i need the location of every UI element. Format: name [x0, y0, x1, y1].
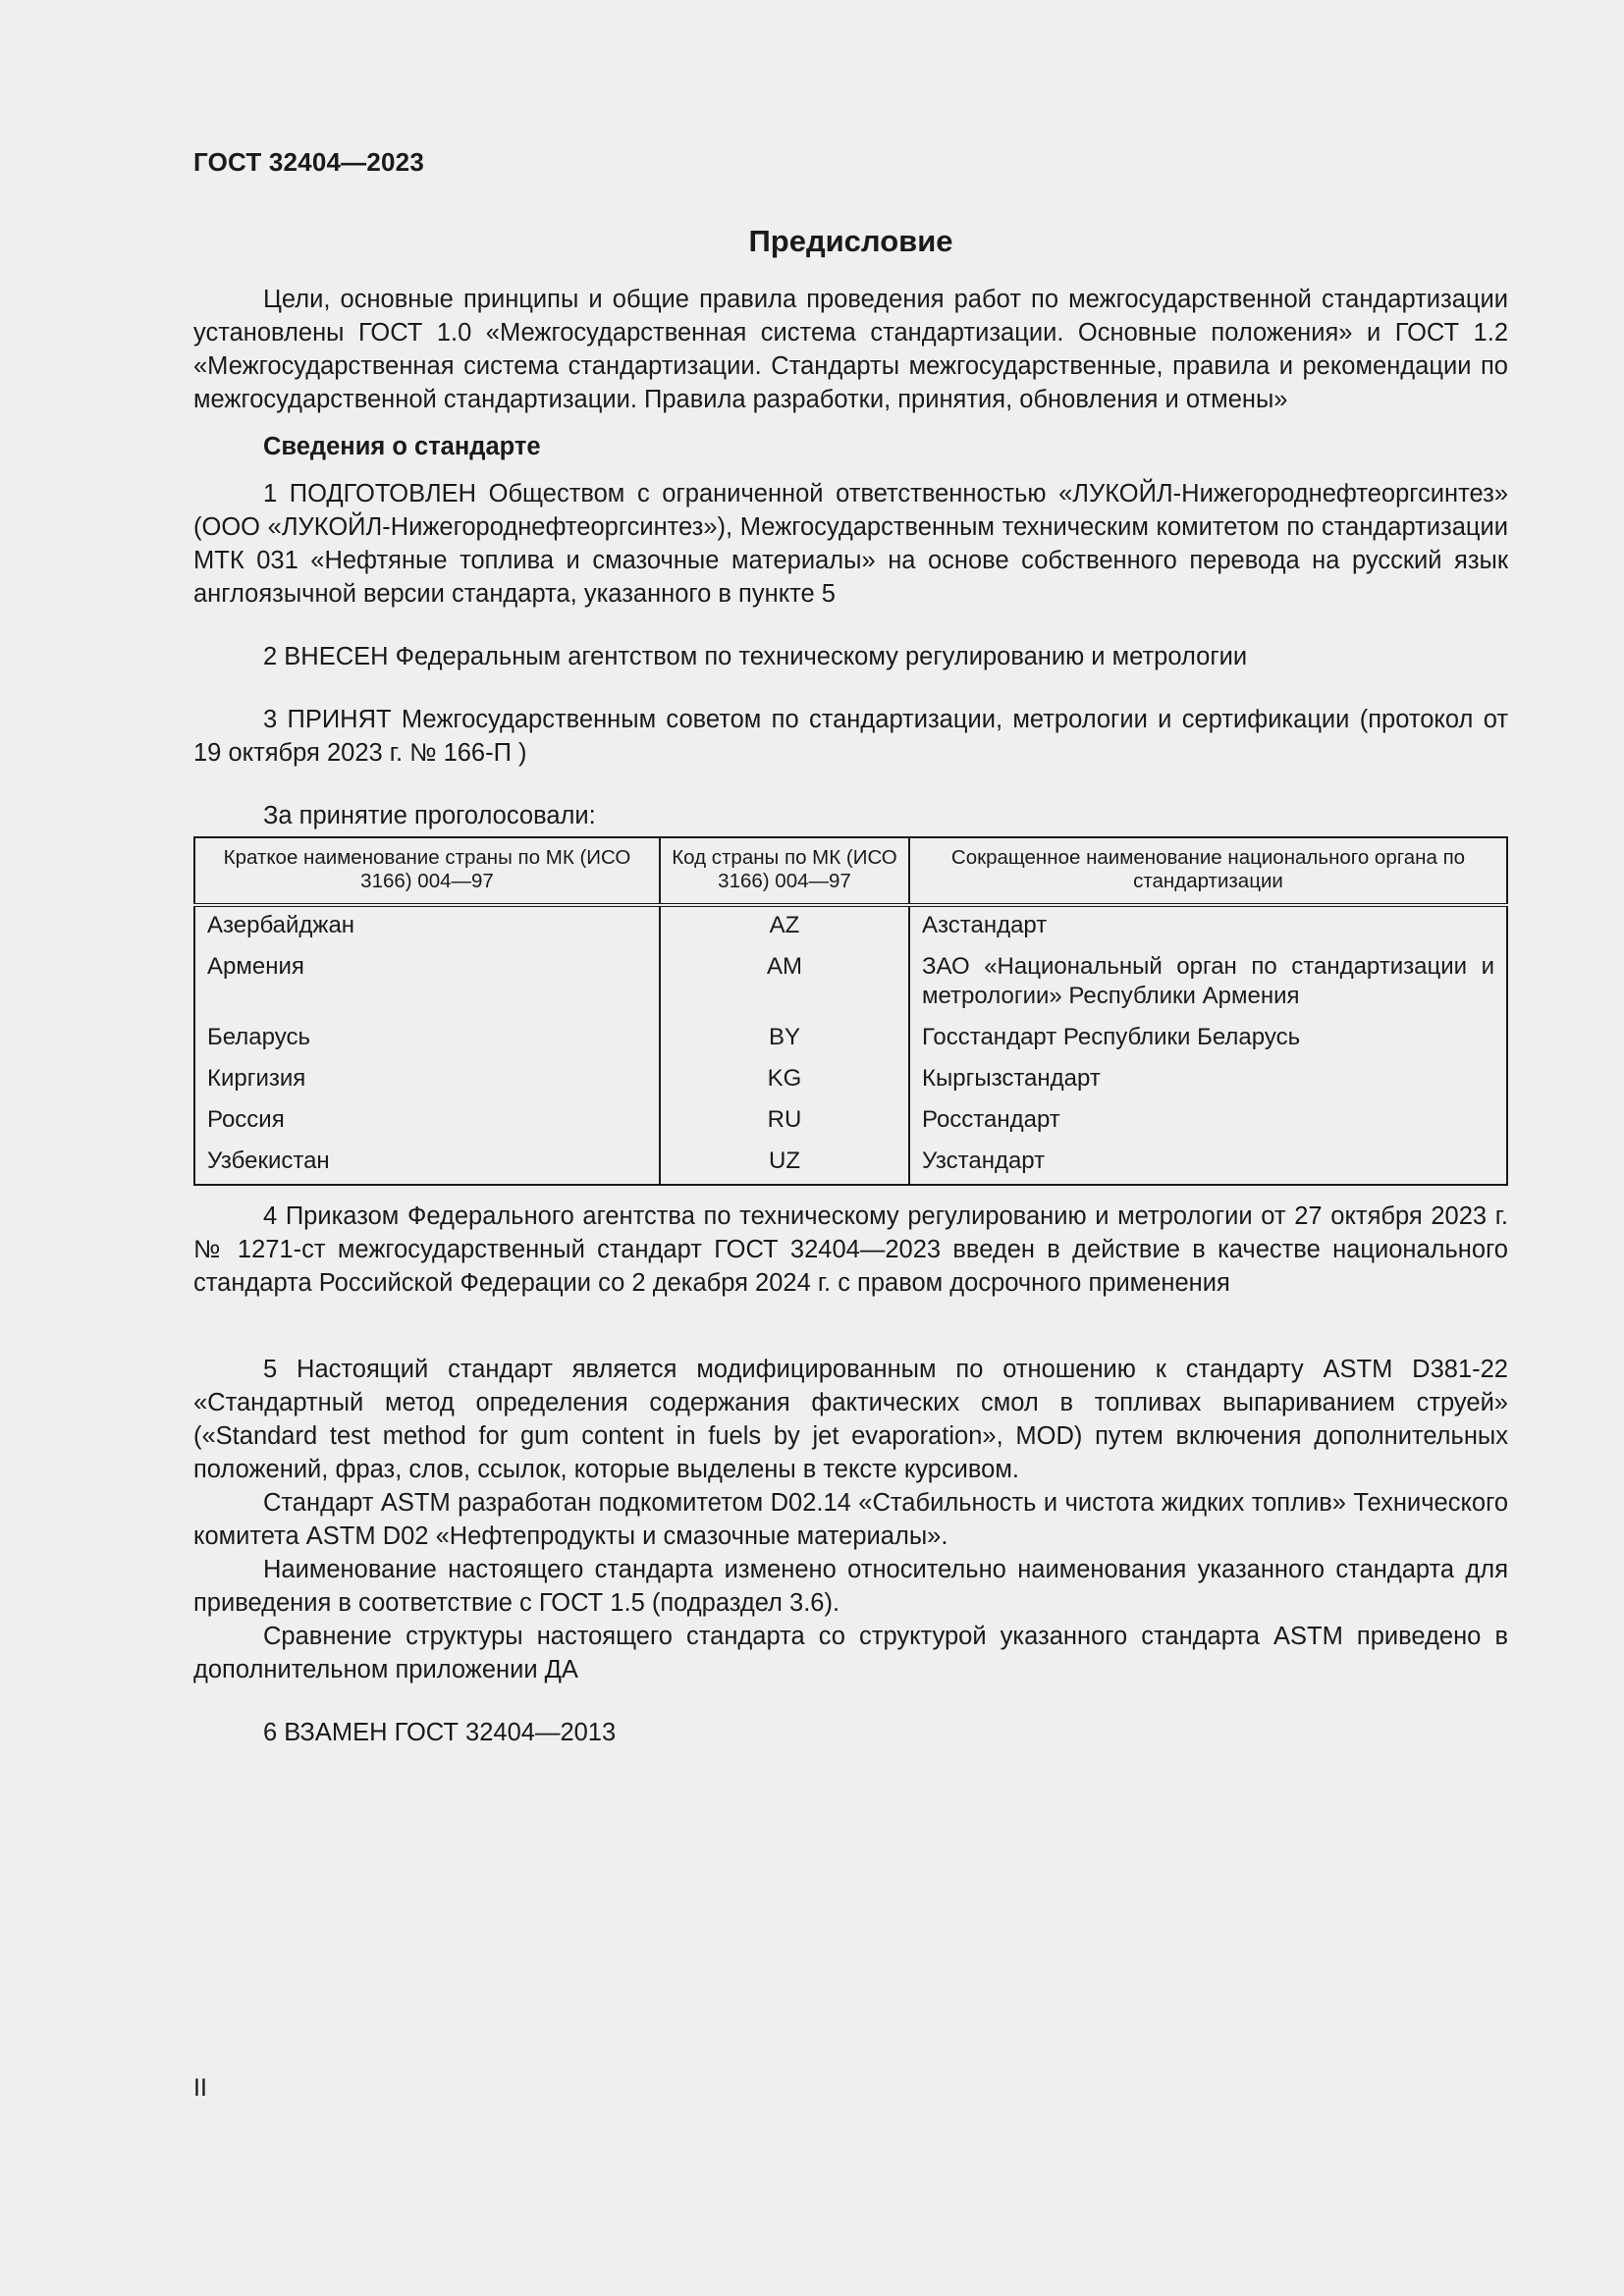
column-header-country: Краткое наименование страны по МК (ИСО 3166) 004—97	[194, 837, 660, 905]
preface-content	[193, 283, 1508, 1749]
code-cell: RU	[660, 1101, 909, 1143]
country-cell: Беларусь	[207, 1024, 310, 1050]
table-row	[194, 1101, 1507, 1143]
table-header-row	[194, 837, 1507, 905]
column-header-code: Код страны по МК (ИСО 3166) 004—97	[660, 837, 909, 905]
vote-caption: За принятие проголосовали:	[263, 802, 596, 829]
code-cell: BY	[660, 1019, 909, 1060]
item-6-paragraph: 6 ВЗАМЕН ГОСТ 32404—2013	[263, 1719, 617, 1746]
column-header-body: Сокращенное наименование национального органа по стандартизации	[909, 837, 1507, 905]
country-cell: Киргизия	[207, 1065, 306, 1092]
body-cell: Кыргызстандарт	[909, 1060, 1507, 1101]
voting-table	[193, 836, 1508, 1186]
code-cell: AM	[660, 948, 909, 1019]
item-5-paragraph-3: Наименование настоящего стандарта изменено относительно наименования указанного стандарта для приведения в соответствие с ГОСТ 1.5 (подраздел 3.6).	[193, 1556, 1508, 1617]
intro-paragraph: Цели, основные принципы и общие правила проведения работ по межгосударственной стандартизации установлены ГОСТ 1.0 «Межгосударственная система стандартизации. Основные положения» и ГОСТ 1.2 «Межгосударственная система стандартизации. Стандарты межгосударственные, правила и рекомендации по межгосударственной стандартизации. Правила разработки, принятия, обновления и отмены»	[193, 286, 1508, 413]
body-cell: Узстандарт	[909, 1143, 1507, 1185]
body-cell: Росстандарт	[909, 1101, 1507, 1143]
country-cell: Россия	[207, 1106, 285, 1133]
country-cell: Узбекистан	[207, 1148, 330, 1174]
code-cell: AZ	[660, 905, 909, 948]
table-row	[194, 948, 1507, 1019]
item-5-paragraph-2: Стандарт ASTM разработан подкомитетом D02.14 «Стабильность и чистота жидких топлив» Технического комитета ASTM D02 «Нефтепродукты и смазочные материалы».	[193, 1489, 1508, 1550]
country-cell: Азербайджан	[207, 912, 355, 938]
standard-code-header: ГОСТ 32404—2023	[193, 147, 424, 177]
table-row	[194, 1060, 1507, 1101]
item-4-paragraph: 4 Приказом Федерального агентства по техническому регулированию и метрологии от 27 октября 2023 г. № 1271-ст межгосударственный стандарт ГОСТ 32404—2023 введен в действие в качестве национального стандарта Российской Федерации со 2 декабря 2024 г. с правом досрочного применения	[193, 1202, 1508, 1297]
table-row	[194, 1143, 1507, 1185]
page-number: II	[193, 2074, 207, 2102]
item-1-paragraph: 1 ПОДГОТОВЛЕН Обществом с ограниченной ответственностью «ЛУКОЙЛ-Нижегороднефтеоргсинтез» (ООО «ЛУКОЙЛ-Нижегороднефтеоргсинтез»), Межгосударственным техническим комитетом по стандартизации МТК 031 «Нефтяные топлива и смазочные материалы» на основе собственного перевода на русский язык англоязычной версии стандарта, указанного в пункте 5	[193, 480, 1508, 608]
item-2-paragraph: 2 ВНЕСЕН Федеральным агентством по техническому регулированию и метрологии	[263, 643, 1248, 670]
code-cell: KG	[660, 1060, 909, 1101]
body-cell: ЗАО «Национальный орган по стандартизации и метрологии» Республики Армения	[909, 948, 1507, 1019]
item-5-paragraph-1: 5 Настоящий стандарт является модифицированным по отношению к стандарту ASTM D381-22 «Стандартный метод определения содержания фактических смол в топливах выпариванием струей» («Standard test method for gum content in fuels by jet evaporation», MOD) путем включения дополнительных положений, фраз, слов, ссылок, которые выделены в тексте курсивом.	[193, 1356, 1508, 1483]
body-cell: Азстандарт	[909, 905, 1507, 948]
body-cell: Госстандарт Республики Беларусь	[909, 1019, 1507, 1060]
info-heading: Сведения о стандарте	[263, 433, 541, 460]
item-3-paragraph: 3 ПРИНЯТ Межгосударственным советом по стандартизации, метрологии и сертификации (протокол от 19 октября 2023 г. № 166-П )	[193, 706, 1508, 767]
page-title: Предисловие	[748, 224, 953, 258]
table-row	[194, 905, 1507, 948]
code-cell: UZ	[660, 1143, 909, 1185]
table-row	[194, 1019, 1507, 1060]
item-5-paragraph-4: Сравнение структуры настоящего стандарта со структурой указанного стандарта ASTM приведено в дополнительном приложении ДА	[193, 1623, 1508, 1683]
country-cell: Армения	[207, 953, 304, 980]
